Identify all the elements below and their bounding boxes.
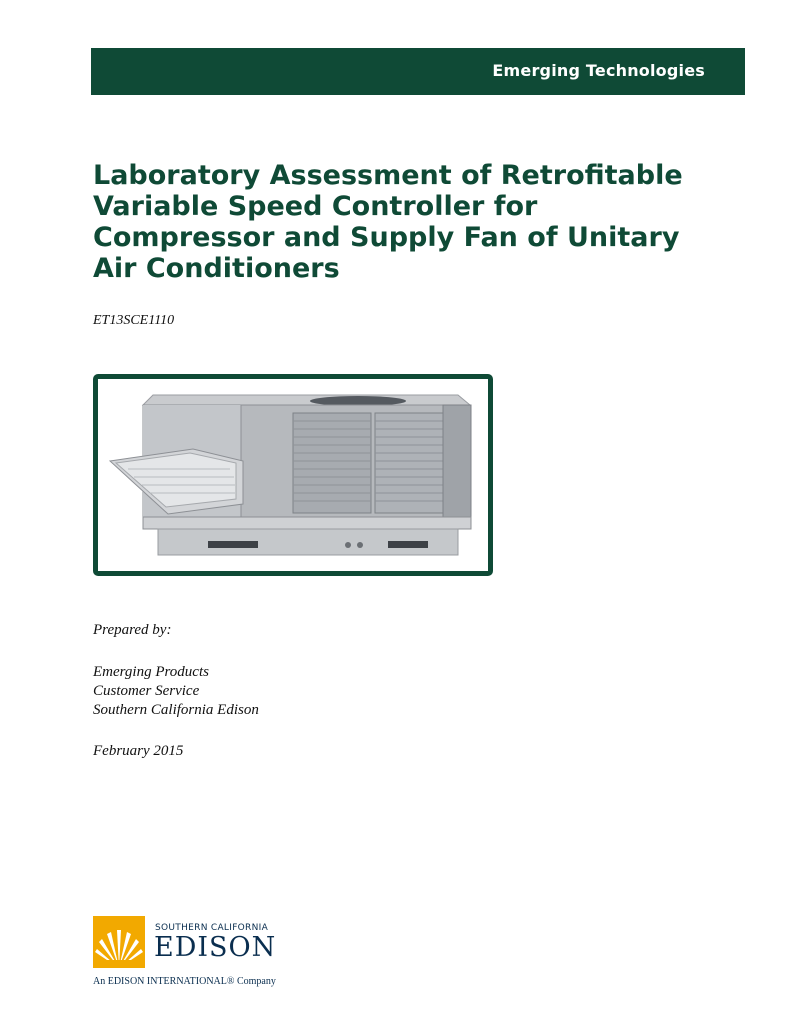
logo-top-text: SOUTHERN CALIFORNIA bbox=[155, 923, 269, 933]
prepared-by-label: Prepared by: bbox=[93, 622, 172, 638]
logo-name: EDISON bbox=[154, 932, 277, 963]
prepared-by-line: Emerging Products bbox=[93, 664, 209, 680]
title-line: Laboratory Assessment of Retrofitable bbox=[93, 160, 683, 191]
publication-date: February 2015 bbox=[93, 743, 184, 759]
banner-label: Emerging Technologies bbox=[492, 61, 705, 80]
title-line: Air Conditioners bbox=[93, 253, 340, 284]
document-title bbox=[93, 160, 713, 284]
prepared-by-line: Customer Service bbox=[93, 683, 200, 699]
product-photo bbox=[93, 374, 493, 576]
logo-subtitle: An EDISON INTERNATIONAL® Company bbox=[93, 976, 276, 987]
title-line: Variable Speed Controller for bbox=[93, 191, 538, 222]
edison-sunburst-logo-icon bbox=[93, 916, 145, 968]
title-line: Compressor and Supply Fan of Unitary bbox=[93, 222, 680, 253]
report-id: ET13SCE1110 bbox=[93, 313, 175, 328]
rooftop-unit-illustration bbox=[98, 379, 488, 571]
prepared-by-line: Southern California Edison bbox=[93, 702, 259, 718]
prepared-by-block bbox=[93, 663, 259, 720]
header-banner bbox=[91, 48, 745, 95]
